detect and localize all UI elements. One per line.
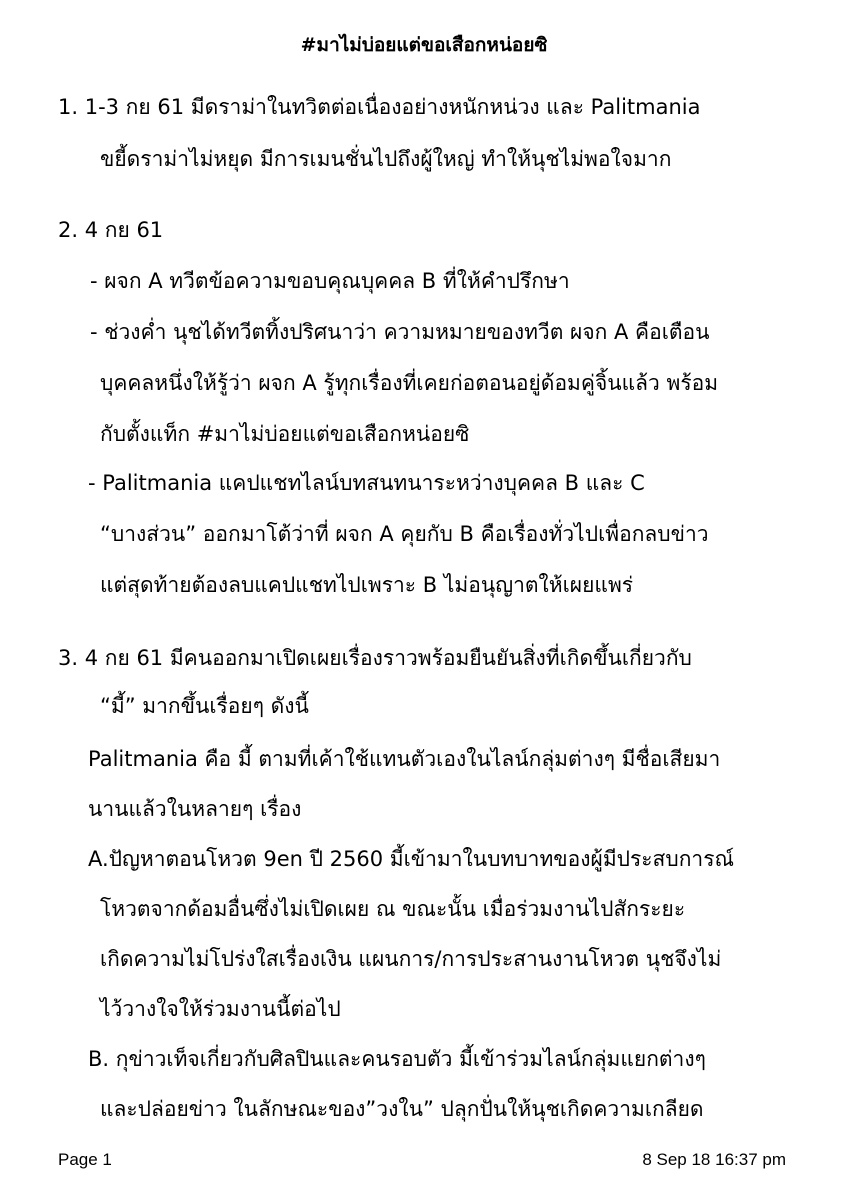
item-2-bullet: บุคคลหนึ่งให้รู้ว่า ผจก A รู้ทุกเรื่องที่เคยก่อตอนอยู่ด้อมคู่จิ้นแล้ว พร้อม bbox=[100, 371, 719, 395]
item-3-sub-a: ไว้วางใจให้ร่วมงานนี้ต่อไป bbox=[100, 997, 341, 1021]
item-3-line: 3. 4 กย 61 มีคนออกมาเปิดเผยเรื่องราวพร้อมยืนยันสิ่งที่เกิดขึ้นเกี่ยวกับ bbox=[58, 646, 692, 670]
item-2-bullet: “บางส่วน” ออกมาโต้ว่าที่ ผจก A คุยกับ B คือเรื่องทั่วไปเพื่อกลบข่าว bbox=[100, 522, 709, 546]
item-3-sub-b: B. กุข่าวเท็จเกี่ยวกับศิลปินและคนรอบตัว มี้เข้าร่วมไลน์กลุ่มแยกต่างๆ bbox=[88, 1047, 706, 1071]
item-1-line: ขยี้ดราม่าไม่หยุด มีการเมนชั่นไปถึงผู้ใหญ่ ทำให้นุชไม่พอใจมาก bbox=[100, 147, 672, 171]
item-3-line: “มี้” มากขึ้นเรื่อยๆ ดังนี้ bbox=[100, 694, 309, 718]
item-3-line: Palitmania คือ มี้ ตามที่เค้าใช้แทนตัวเองในไลน์กลุ่มต่างๆ มีชื่อเสียมา bbox=[88, 747, 721, 771]
item-2-bullet: กับตั้งแท็ก #มาไม่บ่อยแต่ขอเสือกหน่อยซิ bbox=[100, 422, 470, 446]
item-3-sub-a: เกิดความไม่โปร่งใสเรื่องเงิน แผนการ/การประสานงานโหวต นุชจึงไม่ bbox=[100, 947, 722, 971]
page-number: Page 1 bbox=[58, 1150, 112, 1169]
item-2-bullet: แต่สุดท้ายต้องลบแคปแชทไปเพราะ B ไม่อนุญาตให้เผยแพร่ bbox=[100, 573, 634, 597]
item-3-sub-a: A.ปัญหาตอนโหวต 9en ปี 2560 มี้เข้ามาในบทบาทของผู้มีประสบการณ์ bbox=[88, 847, 734, 871]
item-2-bullet: - Palitmania แคปแชทไลน์บทสนทนาระหว่างบุคคล B และ C bbox=[88, 471, 645, 495]
item-3-sub-a: โหวตจากด้อมอื่นซึ่งไม่เปิดเผย ณ ขณะนั้น เมื่อร่วมงานไปสักระยะ bbox=[100, 897, 686, 921]
item-2-bullet: - ช่วงค่ำ นุชได้ทวีตทิ้งปริศนาว่า ความหมายของทวีต ผจก A คือเตือน bbox=[90, 320, 710, 344]
timestamp: 8 Sep 18 16:37 pm bbox=[642, 1150, 786, 1169]
document-title: #มาไม่บ่อยแต่ขอเสือกหน่อยซิ bbox=[300, 34, 548, 56]
item-3-line: นานแล้วในหลายๆ เรื่อง bbox=[88, 797, 302, 821]
item-2-line: 2. 4 กย 61 bbox=[58, 218, 164, 242]
item-3-sub-b: และปล่อยข่าว ในลักษณะของ”วงใน” ปลุกปั่นให้นุชเกิดความเกลียด bbox=[100, 1097, 704, 1121]
item-2-bullet: - ผจก A ทวีตข้อความขอบคุณบุคคล B ที่ให้คำปรึกษา bbox=[90, 269, 570, 293]
item-1-line: 1. 1-3 กย 61 มีดราม่าในทวิตต่อเนื่องอย่างหนักหน่วง และ Palitmania bbox=[58, 95, 701, 119]
